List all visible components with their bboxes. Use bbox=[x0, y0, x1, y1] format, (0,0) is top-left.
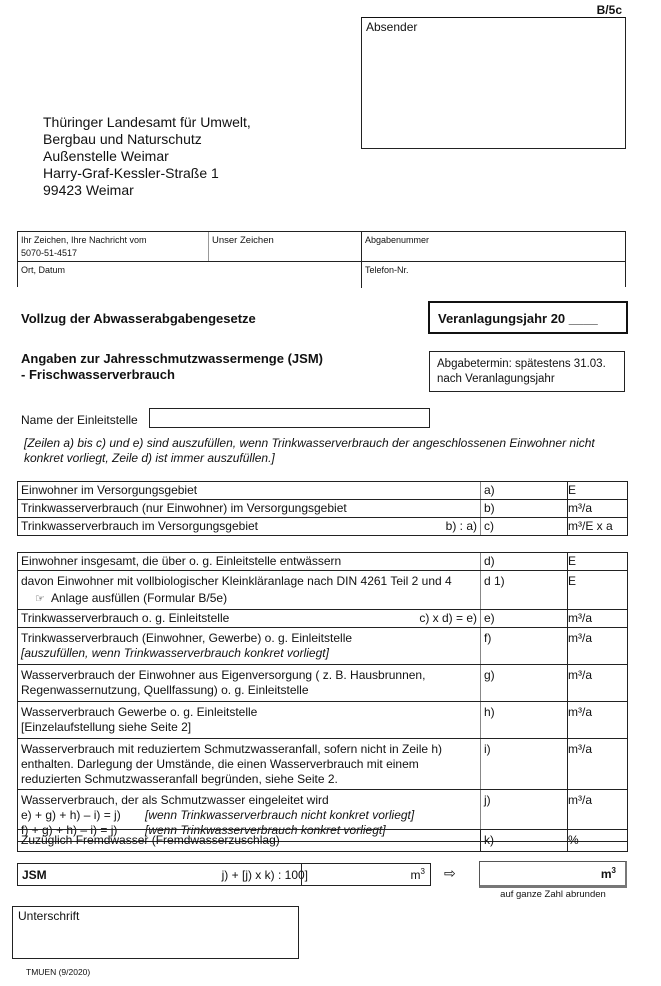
row-d-description[interactable] bbox=[18, 553, 481, 571]
row-d1-description[interactable] bbox=[18, 571, 481, 610]
formula-note: [wenn Trinkwasserverbrauch nicht konkret vorliegt] bbox=[145, 808, 415, 822]
your-reference-value: 5070-51-4517 bbox=[21, 248, 78, 258]
row-label: Trinkwasserverbrauch im Versorgungsgebiet bbox=[21, 519, 258, 533]
our-reference-field[interactable] bbox=[209, 232, 361, 249]
address-line: Thüringer Landesamt für Umwelt, bbox=[43, 114, 251, 130]
discharge-point-input[interactable] bbox=[149, 408, 430, 428]
extraneous-water-table bbox=[17, 829, 628, 852]
row-d-unit: E bbox=[568, 553, 628, 571]
table-row bbox=[18, 702, 628, 739]
row-label: Wasserverbrauch mit reduziertem Schmutzwasseranfall, sofern nicht in Zeile h) enthalten. Darlegung der Umstände, die einen Wasserverbrauch mit einem reduzierten Schmutzwasseranfall begründen, siehe Seite 2. bbox=[21, 742, 443, 786]
table-row bbox=[18, 739, 628, 790]
jsm-result-field[interactable] bbox=[479, 861, 627, 888]
row-k-unit: % bbox=[568, 830, 628, 852]
row-f-code: f) bbox=[481, 628, 568, 665]
place-date-label: Ort, Datum bbox=[21, 265, 66, 275]
row-c-code: c) bbox=[481, 518, 568, 536]
row-d1-code: d 1) bbox=[481, 571, 568, 610]
table-row bbox=[18, 553, 628, 571]
row-label: davon Einwohner mit vollbiologischer Kleinkläranlage nach DIN 4261 Teil 2 und 4 bbox=[21, 574, 452, 588]
row-label: Trinkwasserverbrauch (Einwohner, Gewerbe) o. g. Einleitstelle bbox=[21, 631, 353, 645]
row-c-unit: m³/E x a bbox=[568, 518, 628, 536]
row-i-unit: m³/a bbox=[568, 739, 628, 790]
row-a-code: a) bbox=[481, 482, 568, 500]
table-row bbox=[18, 482, 628, 500]
row-k-description[interactable] bbox=[18, 830, 481, 852]
table-row bbox=[18, 610, 628, 628]
row-label: Trinkwasserverbrauch (nur Einwohner) im Versorgungsgebiet bbox=[21, 501, 347, 515]
row-e-code: e) bbox=[481, 610, 568, 628]
row-k-code: k) bbox=[481, 830, 568, 852]
table-row bbox=[18, 571, 628, 610]
discharge-point-label: Name der Einleitstelle bbox=[21, 413, 138, 427]
deadline-line: nach Veranlagungsjahr bbox=[437, 373, 555, 385]
formula-note: [wenn Trinkwasserverbrauch konkret vorliegt] bbox=[145, 823, 386, 837]
phone-label: Telefon-Nr. bbox=[365, 265, 409, 275]
row-label: Wasserverbrauch, der als Schmutzwasser eingeleitet wird bbox=[21, 793, 329, 807]
row-a-description[interactable] bbox=[18, 482, 481, 500]
signature-label: Unterschrift bbox=[18, 909, 80, 923]
row-c-formula: b) : a) bbox=[445, 519, 477, 533]
row-label: Trinkwasserverbrauch o. g. Einleitstelle bbox=[21, 611, 230, 625]
row-label: Wasserverbrauch Gewerbe o. g. Einleitstelle bbox=[21, 705, 258, 719]
row-label: Zuzüglich Fremdwasser (Fremdwasserzuschlag) bbox=[21, 833, 280, 847]
your-reference-field[interactable] bbox=[18, 232, 208, 262]
row-c-description[interactable] bbox=[18, 518, 481, 536]
address-line: Außenstelle Weimar bbox=[43, 148, 169, 164]
sender-field[interactable] bbox=[361, 17, 626, 149]
instruction-note: [Zeilen a) bis c) und e) sind auszufüllen, wenn Trinkwasserverbrauch der angeschlossenen Einwohner nicht konkret vorliegt, Zeile d) ist immer auszufüllen.] bbox=[24, 436, 595, 465]
jsm-unit: $m^3$ bbox=[410, 867, 425, 882]
row-e-unit: m³/a bbox=[568, 610, 628, 628]
consumption-table bbox=[17, 552, 628, 842]
row-i-description[interactable] bbox=[18, 739, 481, 790]
annex-link[interactable] bbox=[21, 591, 477, 607]
row-e-description[interactable] bbox=[18, 610, 481, 628]
footer-form-version: TMUEN (9/2020) bbox=[26, 967, 91, 977]
formula: e) + g) + h) – i) = j) bbox=[21, 808, 121, 822]
formula: f) + g) + h) – i) = j) bbox=[21, 823, 118, 837]
row-b-description[interactable] bbox=[18, 500, 481, 518]
section-title-line: Angaben zur Jahresschmutzwassermenge (JSM) bbox=[21, 351, 323, 366]
hand-pointer-icon: ☞ bbox=[35, 593, 45, 605]
row-i-code: i) bbox=[481, 739, 568, 790]
row-j-formula-1 bbox=[21, 808, 477, 823]
row-f-description[interactable] bbox=[18, 628, 481, 665]
row-a-unit: E bbox=[568, 482, 628, 500]
row-h-unit: m³/a bbox=[568, 702, 628, 739]
page-title: Vollzug der Abwasserabgabengesetze bbox=[21, 311, 256, 326]
row-g-unit: m³/a bbox=[568, 665, 628, 702]
annex-label: Anlage ausfüllen (Formular B/5e) bbox=[51, 591, 228, 605]
row-b-unit: m³/a bbox=[568, 500, 628, 518]
row-h-description[interactable] bbox=[18, 702, 481, 739]
jsm-row bbox=[17, 863, 431, 886]
sender-label: Absender bbox=[366, 20, 418, 34]
signature-field[interactable] bbox=[12, 906, 299, 959]
address-line: Harry-Graf-Kessler-Straße 1 bbox=[43, 165, 219, 181]
row-j-code: j) bbox=[481, 790, 568, 842]
place-date-field[interactable] bbox=[18, 262, 361, 279]
jsm-label: JSM bbox=[22, 868, 47, 882]
table-row bbox=[18, 518, 628, 536]
jsm-result-unit: $m^3$ bbox=[600, 866, 616, 881]
row-g-description[interactable] bbox=[18, 665, 481, 702]
jsm-value-field[interactable] bbox=[301, 864, 431, 886]
row-label: Einwohner insgesamt, die über o. g. Einleitstelle entwässern bbox=[21, 554, 342, 568]
population-table bbox=[17, 481, 628, 536]
row-label: Wasserverbrauch der Einwohner aus Eigenversorgung ( z. B. Hausbrunnen, Regenwassernutzung, Quellfassung) o. g. Einleitstelle bbox=[21, 668, 426, 697]
phone-field[interactable] bbox=[362, 262, 624, 279]
table-row bbox=[18, 665, 628, 702]
table-row bbox=[18, 500, 628, 518]
row-h-note: [Einzelaufstellung siehe Seite 2] bbox=[21, 720, 192, 734]
form-code: B/5c bbox=[596, 3, 622, 17]
row-label: Einwohner im Versorgungsgebiet bbox=[21, 483, 198, 497]
your-reference-label: Ihr Zeichen, Ihre Nachricht vom bbox=[21, 235, 147, 245]
table-row bbox=[18, 830, 628, 852]
tax-number-field[interactable] bbox=[362, 232, 624, 249]
row-g-code: g) bbox=[481, 665, 568, 702]
row-j-unit: m³/a bbox=[568, 790, 628, 842]
address-line: Bergbau und Naturschutz bbox=[43, 131, 202, 147]
reference-table bbox=[17, 231, 626, 287]
row-d1-unit: E bbox=[568, 571, 628, 610]
row-f-unit: m³/a bbox=[568, 628, 628, 665]
row-f-note: [auszufüllen, wenn Trinkwasserverbrauch konkret vorliegt] bbox=[21, 646, 329, 660]
tax-number-label: Abgabenummer bbox=[365, 235, 430, 245]
arrow-right-icon: ⇨ bbox=[444, 865, 456, 881]
table-row bbox=[18, 628, 628, 665]
row-d-code: d) bbox=[481, 553, 568, 571]
deadline-notice bbox=[429, 351, 625, 392]
our-reference-label: Unser Zeichen bbox=[212, 235, 274, 246]
round-note: auf ganze Zahl abrunden bbox=[500, 889, 606, 900]
row-b-code: b) bbox=[481, 500, 568, 518]
jsm-formula: j) + [j) x k) : 100] bbox=[221, 868, 308, 882]
assessment-year-field[interactable]: Veranlagungsjahr 20 ____ bbox=[428, 301, 628, 334]
row-e-formula: c) x d) = e) bbox=[419, 611, 477, 625]
section-subtitle-line: - Frischwasserverbrauch bbox=[21, 367, 175, 382]
recipient-address bbox=[43, 114, 251, 199]
address-line: 99423 Weimar bbox=[43, 182, 134, 198]
section-title bbox=[21, 351, 323, 383]
row-h-code: h) bbox=[481, 702, 568, 739]
deadline-line: Abgabetermin: spätestens 31.03. bbox=[437, 358, 606, 370]
